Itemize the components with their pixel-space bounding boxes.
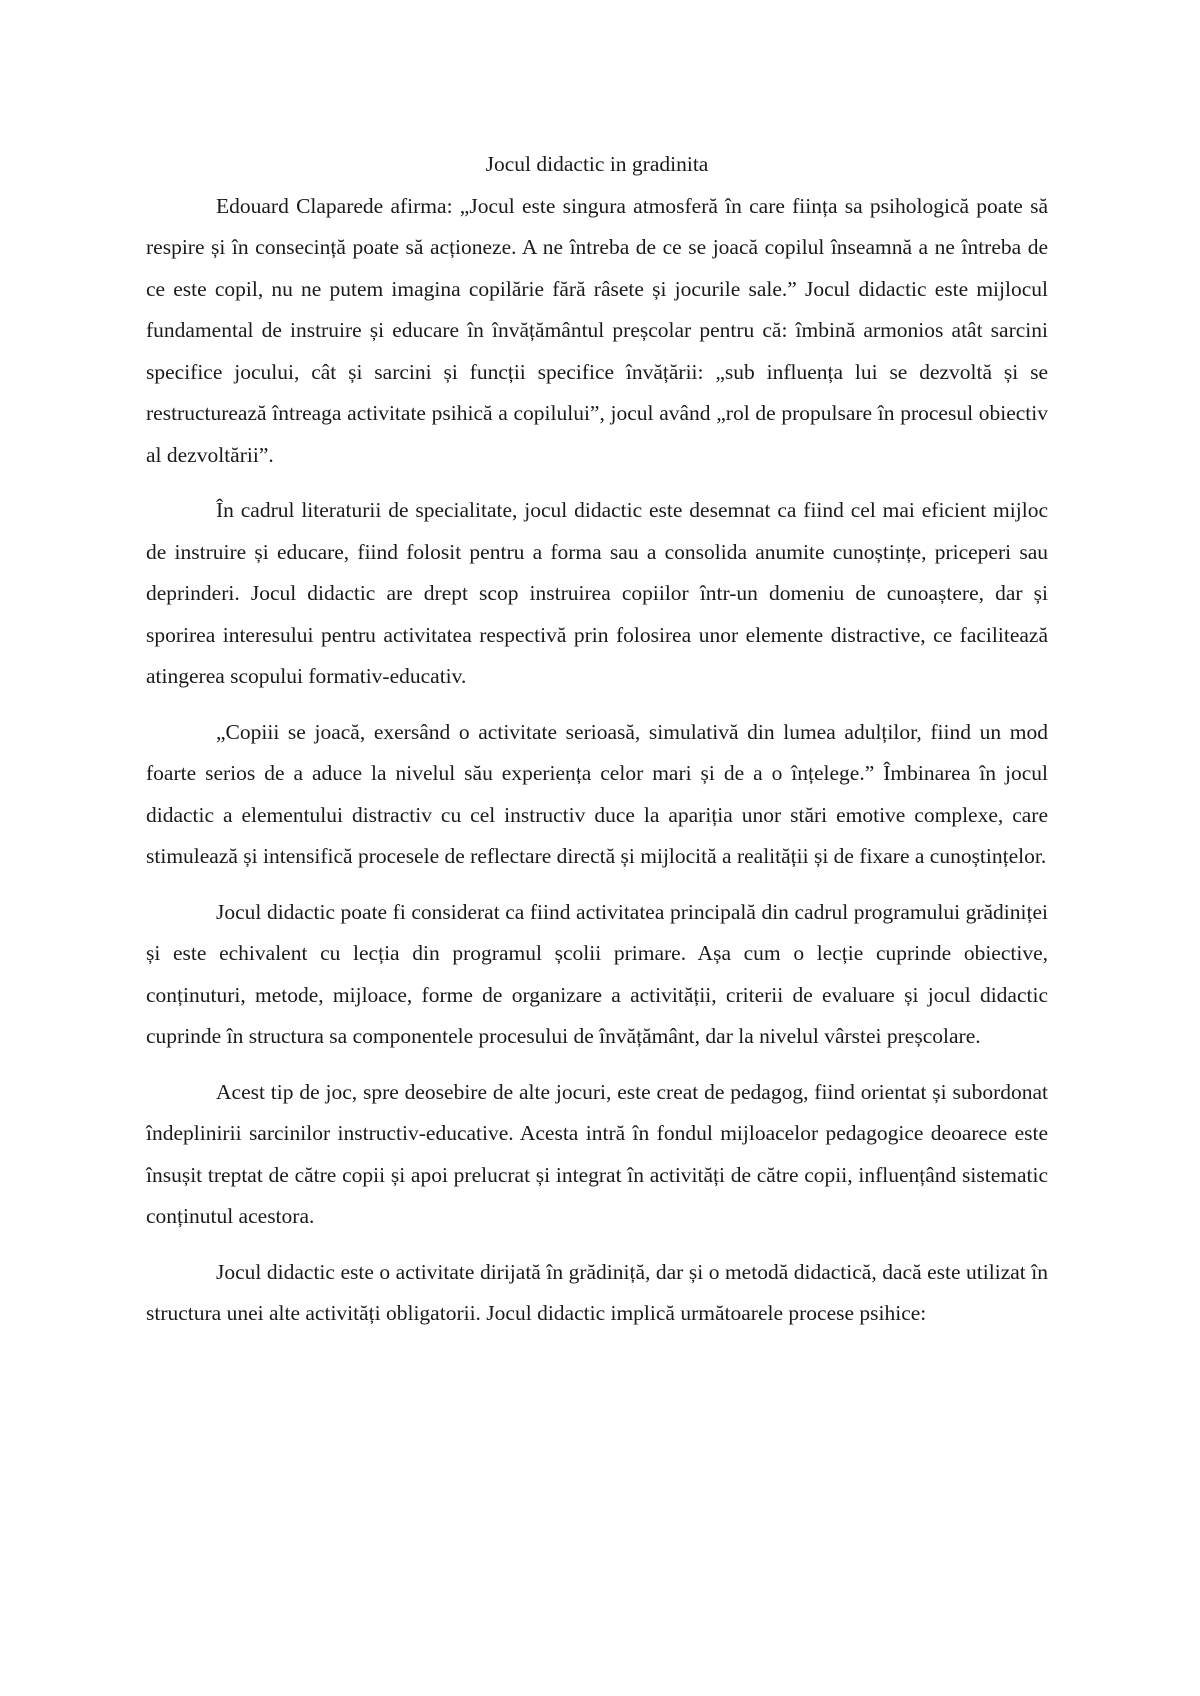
paragraph-4: Jocul didactic poate fi considerat ca fiind activitatea principală din cadrul programului grădiniței și este echivalent cu lecția din programul școlii primare. Așa cum o lecție cuprinde obiective, conținuturi, metode, mijloace, forme de organizare a activității, criterii de evaluare și jocul didactic cuprinde în structura sa componentele procesului de învățământ, dar la nivelul vârstei preșcolare. xyxy=(146,899,1048,1048)
paragraph-5: Acest tip de joc, spre deosebire de alte jocuri, este creat de pedagog, fiind orientat și subordonat îndeplinirii sarcinilor instructiv-educative. Acesta intră în fondul mijloacelor pedagogice deoarece este însușit treptat de către copii și apoi prelucrat și integrat în activități de către copii, influențând sistematic conținutul acestora. xyxy=(146,1079,1048,1228)
document-body xyxy=(146,144,1048,1335)
paragraph-1: Edouard Claparede afirma: „Jocul este singura atmosferă în care ființa sa psihologică poate să respire și în consecință poate să acționeze. A ne întreba de ce se joacă copilul înseamnă a ne întreba de ce este copil, nu ne putem imagina copilărie fără râsete și jocurile sale.” Jocul didactic este mijlocul fundamental de instruire și educare în învățământul preșcolar pentru că: îmbină armonios atât sarcini specifice jocului, cât și sarcini și funcții specifice învățării: „sub influența lui se dezvoltă și se restructurează întreaga activitate psihică a copilului”, jocul având „rol de propulsare în procesul obiectiv al dezvoltării”. xyxy=(146,193,1048,467)
paragraph-3: „Copiii se joacă, exersând o activitate serioasă, simulativă din lumea adulților, fiind un mod foarte serios de a aduce la nivelul său experiența celor mari și de a o înțelege.” Îmbinarea în jocul didactic a elementului distractiv cu cel instructiv duce la apariția unor stări emotive complexe, care stimulează și intensifică procesele de reflectare directă și mijlocită a realității și de fixare a cunoștințelor. xyxy=(146,719,1048,868)
page-title: Jocul didactic in gradinita xyxy=(485,152,709,176)
paragraph-2: În cadrul literaturii de specialitate, jocul didactic este desemnat ca fiind cel mai eficient mijloc de instruire și educare, fiind folosit pentru a forma sau a consolida anumite cunoștințe, priceperi sau deprinderi. Jocul didactic are drept scop instruirea copiilor într-un domeniu de cunoaștere, dar și sporirea interesului pentru activitatea respectivă prin folosirea unor elemente distractive, ce facilitează atingerea scopului formativ-educativ. xyxy=(146,498,1048,688)
paragraph-6: Jocul didactic este o activitate dirijată în grădiniță, dar și o metodă didactică, dacă este utilizat în structura unei alte activități obligatorii. Jocul didactic implică următoarele procese psihice: xyxy=(146,1259,1048,1325)
